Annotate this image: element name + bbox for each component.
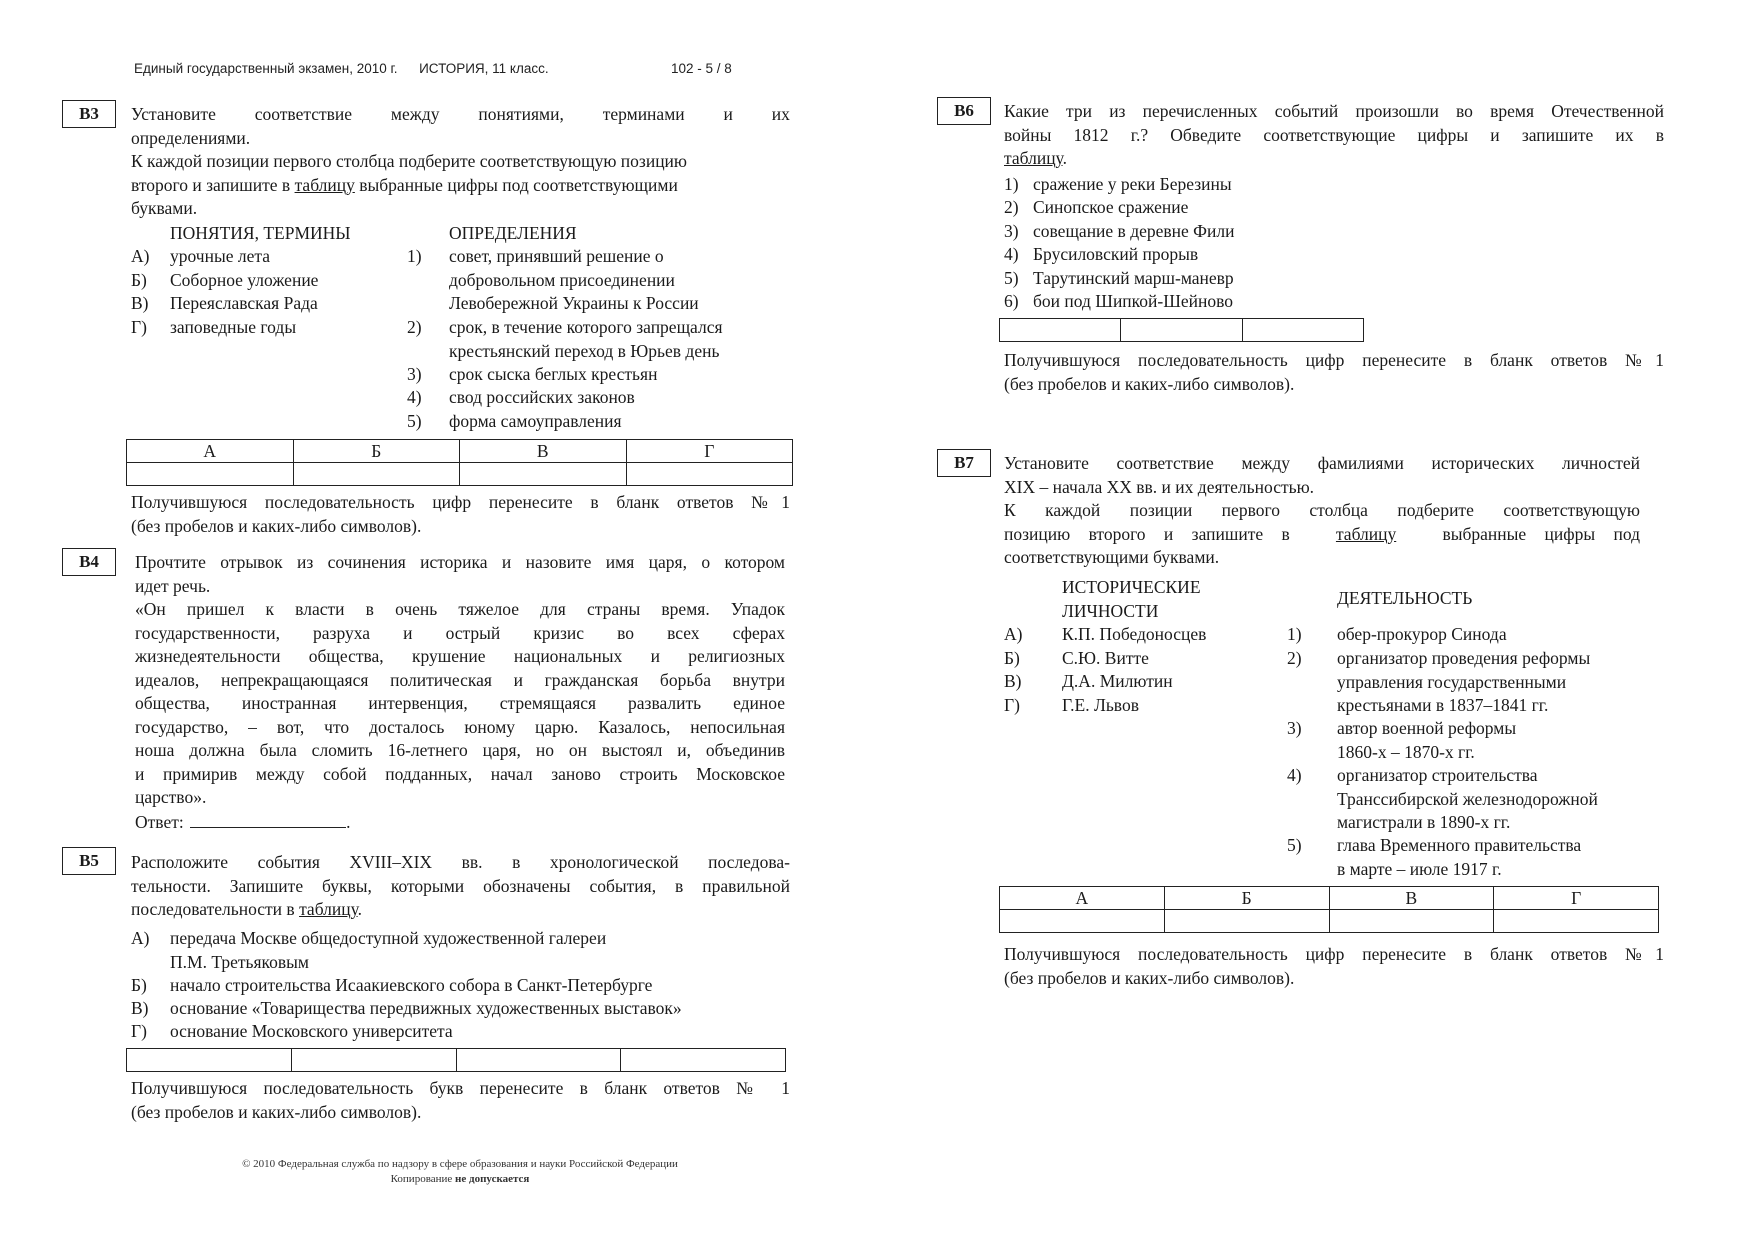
b7-activity: 2) организатор проведения реформы управления государственными крестьянами в 1837–1841 гг. bbox=[1287, 648, 1591, 715]
b3-term: А) урочные лета bbox=[131, 246, 270, 266]
b3-intro-line1: Установите соответствие между понятиями, терминами и их bbox=[131, 104, 790, 124]
b6-option: 1) сражение у реки Березины bbox=[1004, 174, 1232, 194]
b7-activity: 1) обер-прокурор Синода bbox=[1287, 624, 1507, 644]
question-label-b5: B5 bbox=[62, 847, 116, 875]
b6-answer-cell[interactable] bbox=[1121, 319, 1242, 342]
b3-definition: 3) срок сыска беглых крестьян bbox=[407, 364, 658, 384]
b3-col2-header: ОПРЕДЕЛЕНИЯ bbox=[449, 223, 577, 243]
b4-body: Прочтите отрывок из сочинения историка и назовите имя царя, о котором идет речь. «Он пришел к власти в очень тяжелое для страны время. Упадок государственности, разруха и острый кризис во всех сферах жизнедеятельности общества, крушение национальных и религиозных идеалов, непрекращающаяся политическая и гражданская борьба внутри общества, иностранная интервенция, стремящаяся развалить единое государство, – вот, что досталось юному царю. Казалось, непосильная ноша должна была сломить 16-летнего царя, но он выстоял и, объединив и примирив между собой подданных, начал заново строить Московское царство». Ответ: . bbox=[135, 551, 785, 834]
b3-col-header: Г bbox=[626, 440, 793, 463]
b7-col1-header: ИСТОРИЧЕСКИЕ ЛИЧНОСТИ bbox=[1062, 577, 1201, 621]
b6-option: 3) совещание в деревне Фили bbox=[1004, 221, 1235, 241]
b5-event: Б) начало строительства Исаакиевского собора в Санкт-Петербурге bbox=[131, 975, 653, 995]
b7-activity: 4) организатор строительства Транссибирской железнодорожной магистрали в 1890-х гг. bbox=[1287, 765, 1598, 832]
b3-intro: Установите соответствие между понятиями, терминами и их определениями. К каждой позиции первого столбца подберите соответствующую позицию второго и запишите в таблицу выбранные цифры под соответствующими буквами. bbox=[131, 104, 790, 218]
b5-event: Г) основание Московского университета bbox=[131, 1021, 453, 1041]
b3-instr-line2: второго и запишите в таблицу выбранные цифры под соответствующими bbox=[131, 174, 678, 195]
b7-answer-cell[interactable] bbox=[1494, 910, 1659, 933]
exam-header bbox=[134, 61, 549, 76]
b7-col-header: Г bbox=[1494, 887, 1659, 910]
b6-note: Получившуюся последовательность цифр перенесите в бланк ответов №1 (без пробелов и каких-либо символов). bbox=[1004, 350, 1664, 394]
b3-term: Г) заповедные годы bbox=[131, 317, 297, 337]
b6-option: 2) Синопское сражение bbox=[1004, 197, 1189, 217]
b3-definition: 5) форма самоуправления bbox=[407, 411, 622, 431]
b7-answer-cell[interactable] bbox=[1000, 910, 1165, 933]
b3-answer-cell[interactable] bbox=[626, 463, 793, 486]
b3-answer-cell[interactable] bbox=[460, 463, 627, 486]
b3-note: Получившуюся последовательность цифр перенесите в бланк ответов №1 (без пробелов и каких-либо символов). bbox=[131, 492, 790, 536]
footer-copy-notice: Копирование не допускается bbox=[390, 1173, 530, 1185]
b3-col1-header: ПОНЯТИЯ, ТЕРМИНЫ bbox=[170, 223, 351, 243]
exam-title: Единый государственный экзамен, 2010 г. bbox=[134, 61, 398, 76]
b5-answer-cell[interactable] bbox=[621, 1049, 786, 1072]
b3-term: Б) Соборное уложение bbox=[131, 270, 319, 290]
b3-definition: 4) свод российских законов bbox=[407, 387, 635, 407]
question-label-b3: B3 bbox=[62, 100, 116, 128]
b4-answer-input[interactable] bbox=[190, 810, 346, 828]
b7-person: А) К.П. Победоносцев bbox=[1004, 624, 1207, 644]
b6-answer-table bbox=[999, 318, 1364, 342]
b7-note: Получившуюся последовательность цифр перенесите в бланк ответов №1 (без пробелов и каких-либо символов). bbox=[1004, 944, 1664, 988]
b3-definition: 2) срок, в течение которого запрещался крестьянский переход в Юрьев день bbox=[407, 317, 723, 361]
b5-intro: Расположите события XVIII–XIX вв. в хронологической последова- тельности. Запишите буквы, которыми обозначены события, в правильной последовательности в таблицу. bbox=[131, 852, 790, 919]
question-label-b7: B7 bbox=[937, 449, 991, 477]
b6-answer-cell[interactable] bbox=[1242, 319, 1363, 342]
page-number: 102 - 5 / 8 bbox=[671, 61, 732, 76]
b5-event: А) передача Москве общедоступной художественной галереи П.М. Третьяковым bbox=[131, 928, 607, 972]
b5-note: Получившуюся последовательность букв перенесите в бланк ответов № 1 (без пробелов и каких-либо символов). bbox=[131, 1078, 790, 1122]
b5-answer-cell[interactable] bbox=[127, 1049, 292, 1072]
b3-definition: 1) совет, принявший решение о добровольном присоединении Левобережной Украины к России bbox=[407, 246, 699, 313]
b3-col-header: В bbox=[460, 440, 627, 463]
b7-instr-line2: позицию второго и запишите в таблицу выбранные цифры под bbox=[1004, 523, 1640, 547]
b3-term: В) Переяславская Рада bbox=[131, 293, 318, 313]
b7-col-header: Б bbox=[1164, 887, 1329, 910]
footer-copyright: © 2010 Федеральная служба по надзору в сфере образования и науки Российской Федерации bbox=[242, 1158, 678, 1170]
b3-answer-cell[interactable] bbox=[293, 463, 460, 486]
b7-activity: 5) глава Временного правительства в марте – июле 1917 г. bbox=[1287, 835, 1582, 879]
b6-option: 4) Брусиловский прорыв bbox=[1004, 244, 1199, 264]
table-link: таблицу bbox=[294, 174, 355, 195]
b6-option: 6) бои под Шипкой-Шейново bbox=[1004, 291, 1234, 311]
b7-person: Г) Г.Е. Львов bbox=[1004, 695, 1139, 715]
b3-col-header: А bbox=[127, 440, 294, 463]
b4-quote: «Он пришел к власти в очень тяжелое для страны время. Упадок государственности, разруха и острый кризис во всех сферах жизнедеятельности общества, крушение национальных и религиозных идеалов, непрекращающаяся политическая и гражданская борьба внутри общества, иностранная интервенция, стремящаяся развалить единое государство, – вот, что досталось юному царю. Казалось, непосильная ноша должна была сломить 16-летнего царя, но он выстоял и, объединив и примирив между собой подданных, начал заново строить Московское царство». bbox=[135, 599, 785, 807]
b7-col-header: А bbox=[1000, 887, 1165, 910]
table-link: таблицу bbox=[299, 899, 358, 919]
b7-answer-cell[interactable] bbox=[1329, 910, 1494, 933]
b7-intro: Установите соответствие между фамилиями исторических личностей XIX – начала XX вв. и их деятельностью. К каждой позиции первого столбца подберите соответствующую позицию второго и запишите в таблицу выбранные цифры под соответствующими буквами. bbox=[1004, 453, 1640, 567]
footer bbox=[180, 1157, 740, 1187]
b7-col-header: В bbox=[1329, 887, 1494, 910]
b3-answer-table bbox=[126, 439, 793, 486]
table-link: таблицу bbox=[1004, 148, 1063, 168]
b3-answer-cell[interactable] bbox=[127, 463, 294, 486]
b3-col-header: Б bbox=[293, 440, 460, 463]
b5-event: В) основание «Товарищества передвижных художественных выставок» bbox=[131, 998, 682, 1018]
table-link: таблицу bbox=[1335, 523, 1397, 544]
question-label-b6: B6 bbox=[937, 97, 991, 125]
b7-answer-cell[interactable] bbox=[1164, 910, 1329, 933]
b7-answer-table bbox=[999, 886, 1659, 933]
b6-intro: Какие три из перечисленных событий произошли во время Отечественной войны 1812 г.? Обведите соответствующие цифры и запишите их в таблицу. bbox=[1004, 101, 1664, 168]
b7-person: В) Д.А. Милютин bbox=[1004, 671, 1173, 691]
b4-answer-line: Ответ: . bbox=[135, 811, 351, 832]
b7-col2-header: ДЕЯТЕЛЬНОСТЬ bbox=[1337, 588, 1473, 608]
b5-answer-table bbox=[126, 1048, 786, 1072]
exam-subject: ИСТОРИЯ, 11 класс. bbox=[419, 61, 549, 76]
b6-option: 5) Тарутинский марш-маневр bbox=[1004, 268, 1234, 288]
b5-answer-cell[interactable] bbox=[456, 1049, 621, 1072]
b5-answer-cell[interactable] bbox=[291, 1049, 456, 1072]
b7-person: Б) С.Ю. Витте bbox=[1004, 648, 1149, 668]
b7-activity: 3) автор военной реформы 1860-х – 1870-х гг. bbox=[1287, 718, 1517, 762]
question-label-b4: B4 bbox=[62, 548, 116, 576]
b6-answer-cell[interactable] bbox=[1000, 319, 1121, 342]
